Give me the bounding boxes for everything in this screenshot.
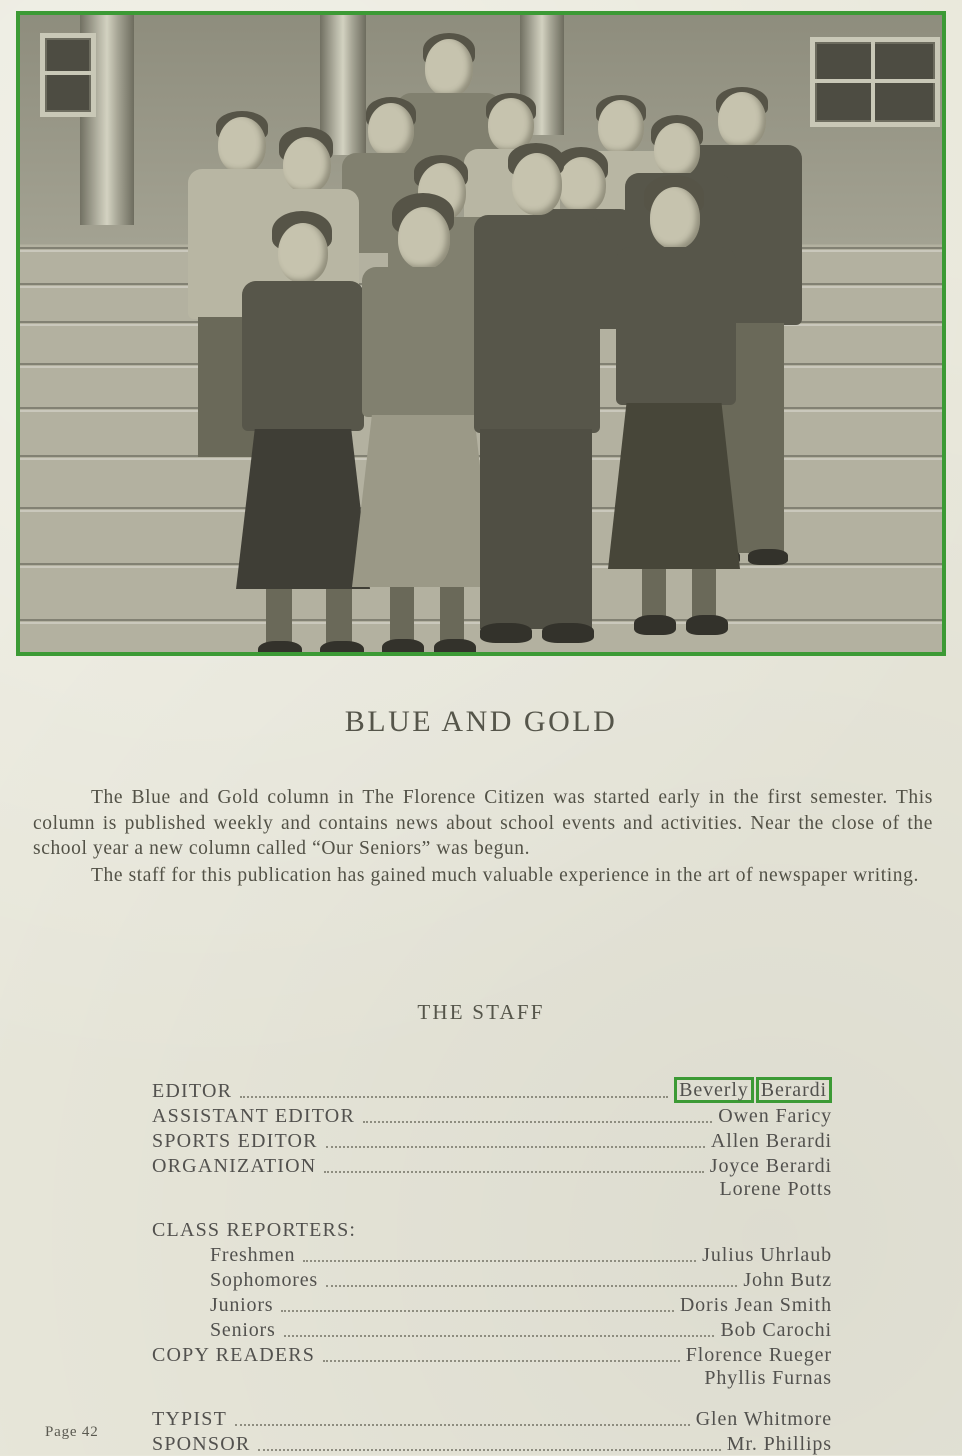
staff-row [152, 1292, 832, 1317]
staff-role: Juniors [210, 1294, 274, 1316]
staff-role: COPY READERS [152, 1344, 316, 1366]
leader-dots [326, 1145, 705, 1148]
staff-name: Owen Faricy [718, 1105, 832, 1127]
staff-name: Bob Carochi [720, 1319, 832, 1341]
leader-dots [240, 1095, 668, 1098]
staff-role: Freshmen [210, 1244, 296, 1266]
staff-row [152, 1406, 832, 1431]
page-number: Page 42 [45, 1424, 99, 1440]
staff-row [152, 1317, 832, 1342]
staff-row [152, 1242, 832, 1267]
staff-role: Seniors [210, 1319, 276, 1341]
staff-role: TYPIST [152, 1408, 227, 1430]
staff-row [152, 1342, 832, 1367]
article-body [33, 785, 933, 888]
paragraph: The staff for this publication has gained much valuable experience in the art of newspaper writing. [91, 864, 919, 886]
staff-name: Joyce Berardi [709, 1155, 832, 1177]
staff-row [152, 1128, 832, 1153]
staff-row [152, 1103, 832, 1128]
leader-dots [363, 1120, 712, 1123]
staff-name: Julius Uhrlaub [702, 1244, 832, 1266]
staff-role: CLASS REPORTERS: [152, 1219, 357, 1241]
leader-dots [326, 1284, 737, 1287]
staff-role: ASSISTANT EDITOR [152, 1105, 355, 1127]
group-photo [20, 15, 942, 652]
staff-name: John Butz [743, 1269, 832, 1291]
staff-row [152, 1153, 832, 1178]
leader-dots [235, 1423, 690, 1426]
leader-dots [303, 1259, 696, 1262]
photo-highlight-box [16, 11, 946, 656]
staff-heading: THE STAFF [417, 1000, 545, 1024]
staff-role: Sophomores [210, 1269, 318, 1291]
staff-name: Florence Rueger [685, 1344, 832, 1366]
page-title: BLUE AND GOLD [344, 705, 618, 738]
leader-dots [284, 1334, 715, 1337]
staff-name: Glen Whitmore [695, 1408, 832, 1430]
staff-name: Doris Jean Smith [679, 1294, 832, 1316]
staff-group-header [152, 1217, 832, 1242]
staff-role: EDITOR [152, 1080, 233, 1102]
staff-role: SPONSOR [152, 1433, 251, 1455]
paragraph: The Blue and Gold column in The Florence Citizen was started early in the first semester. This column is published weekly and contains news about school events and activities. Near the close of the school year a new column called “Our Seniors” was begun. [33, 787, 933, 859]
leader-dots [324, 1170, 703, 1173]
highlighted-name-part: Beverly [674, 1077, 754, 1103]
staff-row [152, 1178, 832, 1203]
staff-name [674, 1077, 832, 1103]
window-icon [40, 33, 96, 117]
highlighted-name-part: Berardi [756, 1077, 832, 1103]
staff-row [152, 1367, 832, 1392]
staff-name: Allen Berardi [710, 1130, 832, 1152]
staff-role: ORGANIZATION [152, 1155, 317, 1177]
staff-row [152, 1078, 832, 1103]
staff-name: Lorene Potts [719, 1178, 832, 1200]
leader-dots [258, 1448, 720, 1451]
staff-name: Mr. Phillips [726, 1433, 832, 1455]
leader-dots [323, 1359, 680, 1362]
staff-list [152, 1078, 832, 1456]
leader-dots [281, 1309, 673, 1312]
staff-row [152, 1267, 832, 1292]
staff-row [152, 1431, 832, 1456]
staff-name: Phyllis Furnas [704, 1367, 832, 1389]
staff-role: SPORTS EDITOR [152, 1130, 318, 1152]
window-icon [810, 37, 940, 127]
